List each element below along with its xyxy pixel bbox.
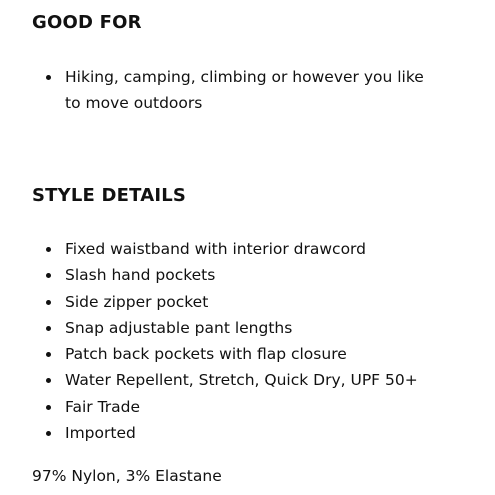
good-for-heading: GOOD FOR bbox=[32, 12, 142, 33]
style-details-heading: STYLE DETAILS bbox=[32, 185, 187, 206]
list-item: Slash hand pockets bbox=[0, 262, 495, 288]
list-item: Fixed waistband with interior drawcord bbox=[0, 236, 495, 262]
list-item: Hiking, camping, climbing or however you like to move outdoors bbox=[0, 64, 495, 117]
style-details-list bbox=[0, 236, 495, 446]
list-item: Fair Trade bbox=[0, 394, 495, 420]
list-item: Imported bbox=[0, 420, 495, 446]
list-item: Snap adjustable pant lengths bbox=[0, 315, 495, 341]
material-composition: 97% Nylon, 3% Elastane bbox=[32, 467, 222, 485]
list-item: Patch back pockets with flap closure bbox=[0, 341, 495, 367]
list-item: Side zipper pocket bbox=[0, 289, 495, 315]
list-item: Water Repellent, Stretch, Quick Dry, UPF 50+ bbox=[0, 367, 495, 393]
good-for-list bbox=[0, 64, 495, 117]
